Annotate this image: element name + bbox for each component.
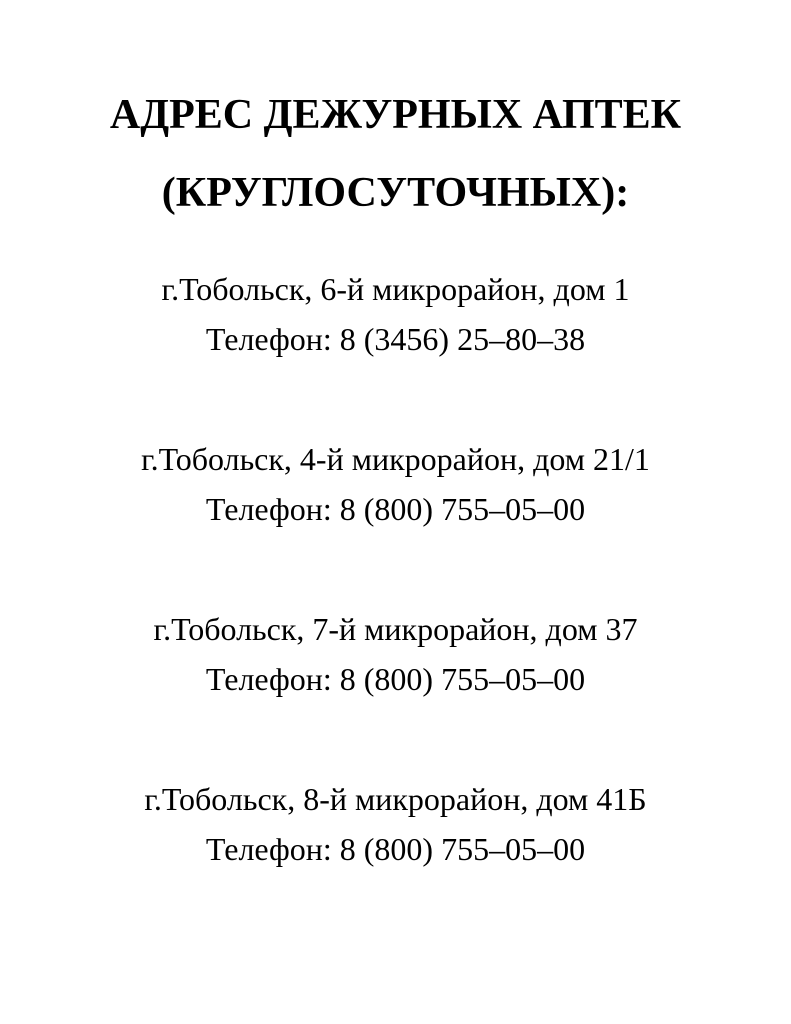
pharmacy-address: г.Тобольск, 8-й микрорайон, дом 41Б — [144, 781, 647, 817]
pharmacy-phone: Телефон: 8 (800) 755–05–00 — [205, 831, 586, 867]
pharmacy-entry — [0, 434, 791, 534]
title-line-1: АДРЕС ДЕЖУРНЫХ АПТЕК — [109, 92, 682, 138]
pharmacy-entry — [0, 264, 791, 364]
pharmacy-list — [0, 264, 791, 874]
page-title — [0, 0, 791, 232]
pharmacy-address: г.Тобольск, 4-й микрорайон, дом 21/1 — [141, 441, 650, 477]
pharmacy-address: г.Тобольск, 6-й микрорайон, дом 1 — [161, 271, 630, 307]
pharmacy-phone: Телефон: 8 (800) 755–05–00 — [205, 661, 586, 697]
pharmacy-entry — [0, 604, 791, 704]
pharmacy-phone: Телефон: 8 (3456) 25–80–38 — [205, 321, 586, 357]
title-line-2: (КРУГЛОСУТОЧНЫХ): — [161, 170, 630, 216]
pharmacy-address: г.Тобольск, 7-й микрорайон, дом 37 — [153, 611, 638, 647]
pharmacy-phone: Телефон: 8 (800) 755–05–00 — [205, 491, 586, 527]
pharmacy-entry — [0, 774, 791, 874]
